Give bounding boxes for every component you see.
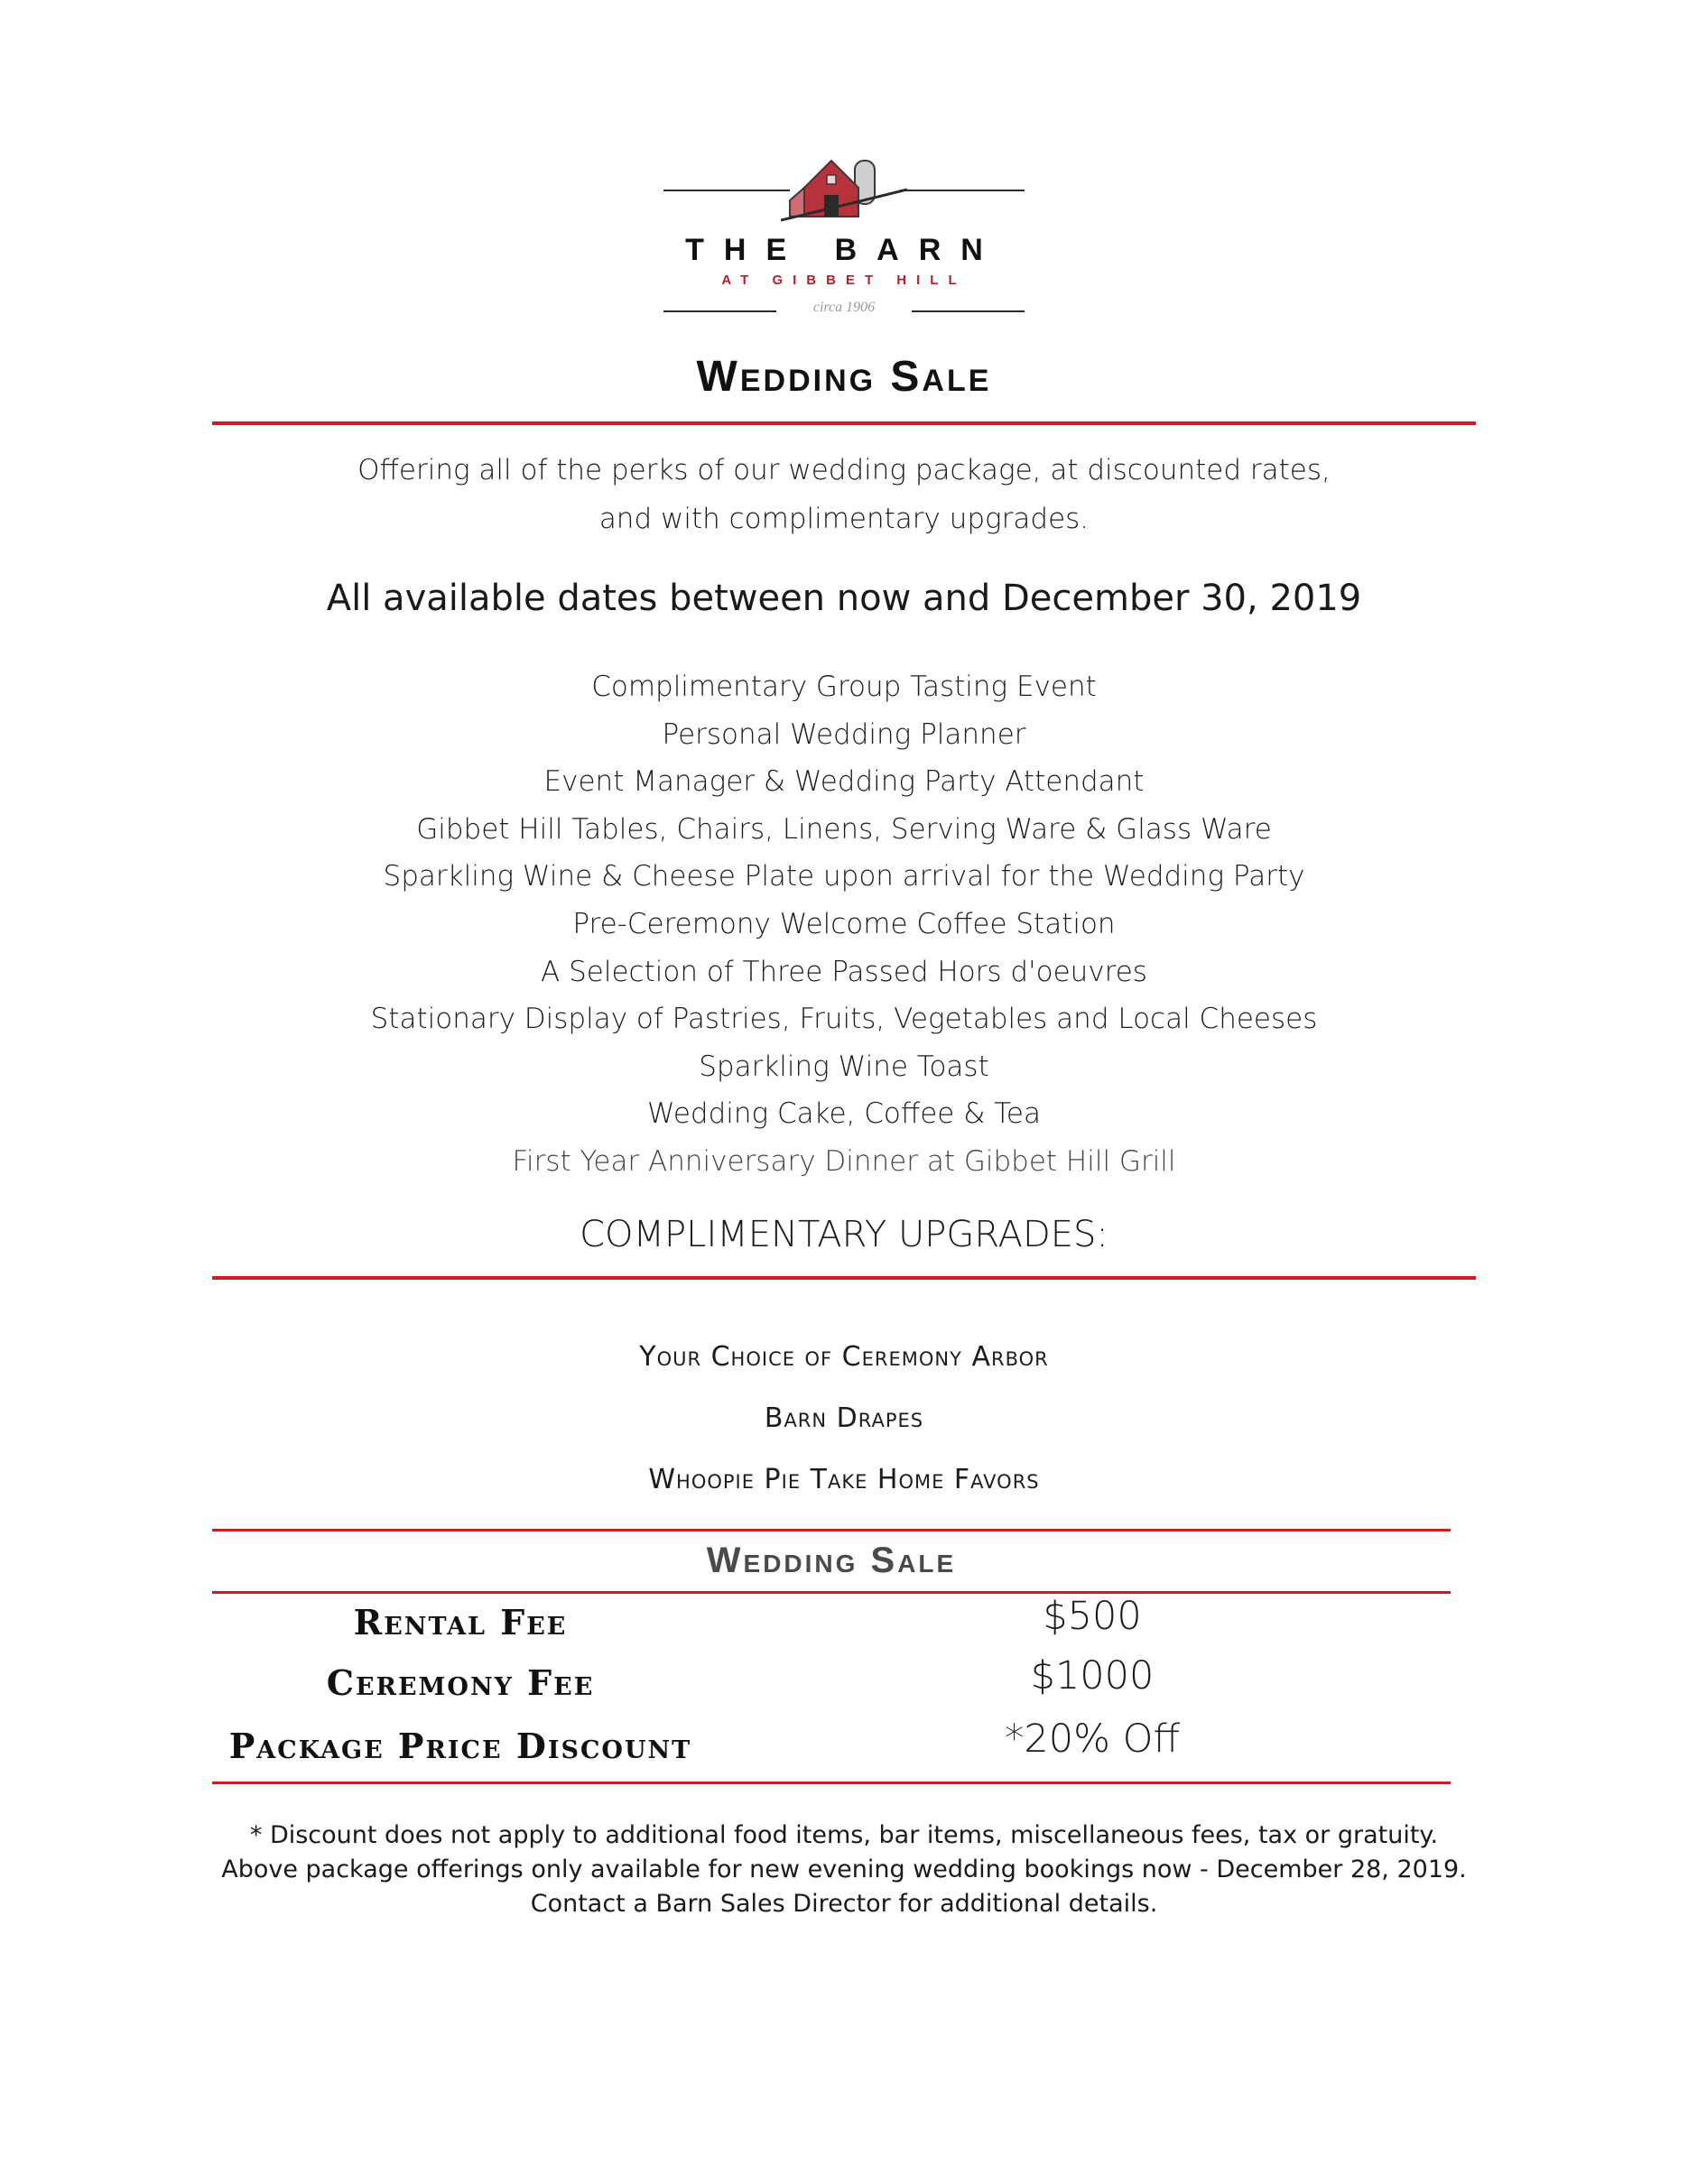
upgrades-list bbox=[0, 1327, 1688, 1511]
discount-label: Package Price Discount bbox=[228, 1726, 692, 1766]
date-range: All available dates between now and December 30, 2019 bbox=[326, 578, 1362, 619]
discount-value: *20% Off bbox=[1004, 1717, 1181, 1762]
list-item: First Year Anniversary Dinner at Gibbet Hill Grill bbox=[512, 1144, 1176, 1178]
upgrades-heading: COMPLIMENTARY UPGRADES: bbox=[580, 1214, 1108, 1255]
list-item: Sparkling Wine & Cheese Plate upon arrival for the Wedding Party bbox=[383, 860, 1305, 893]
footnote-line-2: Above package offerings only available for new evening wedding bookings now - December 28, 2019. bbox=[221, 1855, 1467, 1883]
list-item: Sparkling Wine Toast bbox=[699, 1050, 989, 1083]
barn-icon bbox=[781, 153, 907, 226]
list-item: Barn Drapes bbox=[764, 1402, 924, 1434]
pricing-bottom-rule bbox=[212, 1781, 1451, 1784]
list-item: Complimentary Group Tasting Event bbox=[591, 671, 1097, 703]
list-item: Pre-Ceremony Welcome Coffee Station bbox=[572, 907, 1116, 940]
page-title: Wedding Sale bbox=[696, 353, 992, 401]
list-item: Gibbet Hill Tables, Chairs, Linens, Serving Ware & Glass Ware bbox=[416, 812, 1272, 846]
list-item: Personal Wedding Planner bbox=[662, 717, 1026, 751]
perks-list bbox=[0, 663, 1688, 1186]
list-item: A Selection of Three Passed Hors d'oeuvres bbox=[541, 955, 1147, 988]
ceremony-fee-label: Ceremony Fee bbox=[326, 1662, 595, 1703]
list-item: Stationary Display of Pastries, Fruits, Vegetables and Local Cheeses bbox=[370, 1003, 1318, 1036]
rental-fee-label: Rental Fee bbox=[353, 1602, 568, 1643]
list-item: Wedding Cake, Coffee & Tea bbox=[647, 1097, 1041, 1131]
logo-name: THE BARN bbox=[685, 233, 1003, 267]
logo-subtitle: AT GIBBET HILL bbox=[721, 273, 967, 288]
intro-line-1: Offering all of the perks of our wedding package, at discounted rates, bbox=[357, 454, 1331, 486]
pricing-top-rule bbox=[212, 1529, 1451, 1532]
list-item: Your Choice of Ceremony Arbor bbox=[639, 1341, 1049, 1373]
rental-fee-value: $500 bbox=[1043, 1594, 1142, 1639]
logo bbox=[663, 153, 1025, 325]
upgrades-divider bbox=[212, 1276, 1476, 1280]
footnote-line-1: * Discount does not apply to additional food items, bar items, miscellaneous fees, tax or gratuity. bbox=[249, 1821, 1439, 1849]
ceremony-fee-value: $1000 bbox=[1030, 1653, 1155, 1698]
logo-rule-left bbox=[663, 190, 790, 191]
list-item: Whoopie Pie Take Home Favors bbox=[648, 1464, 1040, 1495]
footnote-line-3: Contact a Barn Sales Director for additional details. bbox=[530, 1890, 1158, 1918]
pricing-heading: Wedding Sale bbox=[706, 1541, 957, 1580]
logo-circa: circa 1906 bbox=[812, 300, 876, 315]
intro-line-2: and with complimentary upgrades. bbox=[598, 503, 1090, 535]
logo-rule-right bbox=[900, 190, 1025, 191]
list-item: Event Manager & Wedding Party Attendant bbox=[543, 765, 1145, 799]
title-divider bbox=[212, 421, 1476, 425]
